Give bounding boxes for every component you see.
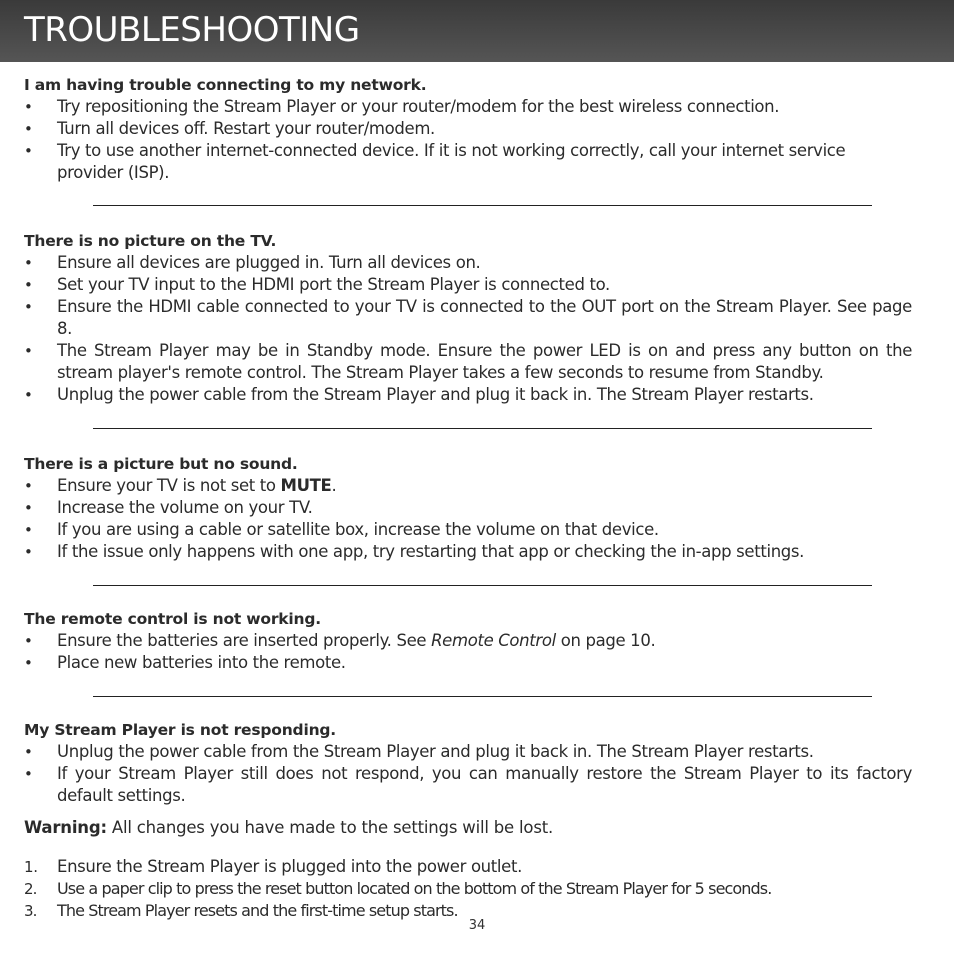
- bullet-list: [24, 475, 912, 563]
- mute-label: MUTE: [280, 476, 332, 495]
- step-item: 2. Use a paper clip to press the reset button located on the bottom of the Stream Player for 5 seconds.: [24, 878, 772, 898]
- warning-note: Warning: All changes you have made to the settings will be lost.: [24, 818, 554, 837]
- bullet-icon: •: [24, 765, 33, 783]
- list-item: • Unplug the power cable from the Stream Player and plug it back in. The Stream Player restarts.: [24, 385, 814, 404]
- bullet-icon: •: [24, 543, 33, 561]
- bullet-list: [24, 252, 912, 406]
- section-network: [24, 74, 912, 184]
- bullet-icon: •: [24, 632, 33, 650]
- list-item: • If the issue only happens with one app, try restarting that app or checking the in-app settings.: [24, 542, 805, 561]
- bullet-icon: •: [24, 298, 33, 316]
- bullet-icon: •: [24, 477, 33, 495]
- warning-label: Warning:: [24, 818, 107, 837]
- step-item: 1. Ensure the Stream Player is plugged into the power outlet.: [24, 856, 522, 876]
- list-item: • Unplug the power cable from the Stream Player and plug it back in. The Stream Player restarts.: [24, 742, 814, 761]
- bullet-icon: •: [24, 521, 33, 539]
- step-number: 2.: [24, 879, 37, 898]
- section-title: I am having trouble connecting to my network.: [24, 76, 427, 94]
- list-item: • Place new batteries into the remote.: [24, 653, 346, 672]
- step-item: 3. The Stream Player resets and the first-time setup starts.: [24, 900, 458, 920]
- bullet-icon: •: [24, 743, 33, 761]
- list-item: • Try to use another internet-connected device. If it is not working correctly, call your internet service provider (ISP).: [24, 141, 846, 182]
- bullet-icon: •: [24, 120, 33, 138]
- bullet-icon: •: [24, 276, 33, 294]
- bullet-icon: •: [24, 254, 33, 272]
- list-item: • Set your TV input to the HDMI port the Stream Player is connected to.: [24, 275, 610, 294]
- list-item: • If you are using a cable or satellite box, increase the volume on that device.: [24, 520, 659, 539]
- steps-list: [24, 856, 912, 922]
- section-not-responding: [24, 719, 912, 922]
- page-number: 34: [468, 918, 486, 933]
- bullet-icon: •: [24, 654, 33, 672]
- list-item: • Increase the volume on your TV.: [24, 498, 313, 517]
- bullet-list: [24, 96, 912, 184]
- page-title: TROUBLESHOOTING: [24, 10, 360, 50]
- section-divider: [93, 585, 872, 586]
- bullet-list: [24, 741, 912, 807]
- step-number: 3.: [24, 901, 37, 920]
- section-title: There is a picture but no sound.: [24, 455, 298, 473]
- section-no-picture: [24, 230, 912, 406]
- troubleshooting-content: [24, 74, 912, 922]
- section-divider: [93, 696, 872, 697]
- step-number: 1.: [24, 857, 38, 876]
- list-item: • Ensure the HDMI cable connected to your TV is connected to the OUT port on the Stream Player. See page 8.: [24, 297, 912, 338]
- list-item: • The Stream Player may be in Standby mode. Ensure the power LED is on and press any button on the stream player's remote control. The Stream Player takes a few seconds to resume from Standby.: [24, 341, 912, 382]
- section-divider: [93, 205, 872, 206]
- section-divider: [93, 428, 872, 429]
- list-item: • Ensure all devices are plugged in. Turn all devices on.: [24, 253, 481, 272]
- section-title: The remote control is not working.: [24, 610, 321, 628]
- section-title: My Stream Player is not responding.: [24, 721, 336, 739]
- section-remote: [24, 608, 912, 674]
- bullet-list: [24, 630, 912, 674]
- header-bar: [0, 0, 954, 62]
- remote-control-reference: Remote Control: [431, 631, 556, 650]
- list-item: • Try repositioning the Stream Player or your router/modem for the best wireless connection.: [24, 97, 780, 116]
- bullet-icon: •: [24, 142, 33, 160]
- bullet-icon: •: [24, 386, 33, 404]
- bullet-icon: •: [24, 98, 33, 116]
- list-item: • Turn all devices off. Restart your router/modem.: [24, 119, 435, 138]
- list-item: • Ensure your TV is not set to MUTE.: [24, 476, 337, 495]
- list-item: • If your Stream Player still does not respond, you can manually restore the Stream Player to its factory default settings.: [24, 764, 912, 805]
- list-item: • Ensure the batteries are inserted properly. See Remote Control on page 10.: [24, 631, 656, 650]
- bullet-icon: •: [24, 499, 33, 517]
- section-title: There is no picture on the TV.: [24, 232, 277, 250]
- bullet-icon: •: [24, 342, 33, 360]
- section-no-sound: [24, 453, 912, 563]
